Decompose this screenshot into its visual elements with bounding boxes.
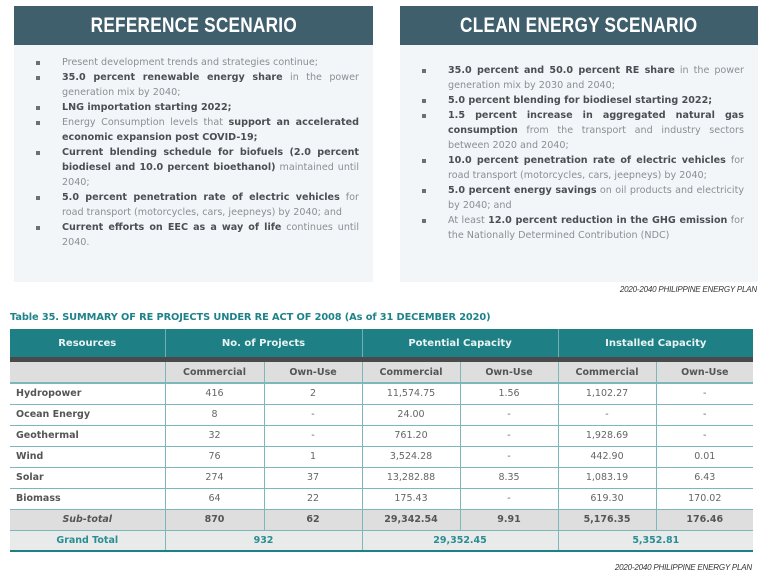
table-row [10, 404, 753, 425]
subheader-installed-own-use: Own-Use [656, 362, 753, 383]
header-no-of-projects: No. of Projects [165, 329, 362, 357]
square-bullet-icon [36, 76, 40, 80]
cell-projects-commercial: 32 [165, 425, 264, 446]
cell-potential-own-use: - [460, 425, 558, 446]
clean-energy-scenario-box [400, 6, 758, 282]
bullet-text: maintained until 2040; [62, 162, 360, 188]
square-bullet-icon [36, 151, 40, 155]
cell-resource: Hydropower [10, 383, 165, 404]
header-potential-capacity: Potential Capacity [362, 329, 558, 357]
bullet-item [422, 183, 744, 213]
bullet-bold-prefix: 35.0 percent and 50.0 percent RE share [448, 65, 675, 76]
re-projects-table [10, 329, 753, 552]
bullet-text: in the power generation mix by 2030 and 2040; [448, 65, 744, 91]
table-sub-header-row [10, 362, 753, 383]
grand-total-potential: 29,352.45 [362, 530, 558, 551]
square-bullet-icon [36, 226, 40, 230]
cell-potential-commercial: 175.43 [362, 488, 460, 509]
subtotal-installed-commercial: 5,176.35 [558, 509, 656, 530]
cell-installed-own-use: - [656, 383, 753, 404]
table-group-header-row [10, 329, 753, 357]
bullet-bold-prefix: Current efforts on EEC as a way of life [62, 222, 282, 233]
cell-installed-own-use: 0.01 [656, 446, 753, 467]
bullet-text: Present development trends and strategies continue; [62, 57, 318, 68]
subtotal-projects-own-use: 62 [264, 509, 362, 530]
reference-scenario-box [14, 6, 373, 282]
bullet-text: At least [448, 215, 489, 226]
cell-potential-own-use: - [460, 446, 558, 467]
cell-potential-commercial: 24.00 [362, 404, 460, 425]
cell-projects-commercial: 274 [165, 467, 264, 488]
cell-projects-own-use: 1 [264, 446, 362, 467]
bullet-item [422, 63, 744, 93]
cell-installed-commercial: - [558, 404, 656, 425]
square-bullet-icon [36, 106, 40, 110]
square-bullet-icon [422, 69, 426, 73]
cell-potential-commercial: 761.20 [362, 425, 460, 446]
cell-installed-own-use: - [656, 425, 753, 446]
bullet-text: for road transport (motorcycles, cars, jeepneys) by 2040; and [62, 192, 359, 218]
table-row [10, 446, 753, 467]
cell-installed-commercial: 1,102.27 [558, 383, 656, 404]
bullet-after: for the Nationally Determined Contribution (NDC) [448, 215, 744, 241]
bullet-bold-suffix: 12.0 percent reduction in the GHG emission [488, 215, 728, 226]
cell-resource: Geothermal [10, 425, 165, 446]
bullet-item [422, 93, 744, 108]
cell-installed-own-use: 6.43 [656, 467, 753, 488]
cell-projects-own-use: 22 [264, 488, 362, 509]
source-caption-top: 2020-2040 PHILIPPINE ENERGY PLAN [619, 285, 757, 294]
bullet-bold-prefix: 10.0 percent penetration rate of electric vehicles [448, 155, 726, 166]
source-caption-bottom: 2020-2040 PHILIPPINE ENERGY PLAN [614, 563, 752, 572]
bullet-item [422, 213, 744, 243]
bullet-item [422, 108, 744, 153]
subheader-projects-commercial: Commercial [165, 362, 264, 383]
cell-resource: Solar [10, 467, 165, 488]
cell-potential-own-use: - [460, 404, 558, 425]
bullet-text: Energy Consumption levels that [62, 117, 229, 128]
subtotal-installed-own-use: 176.46 [656, 509, 753, 530]
subheader-projects-own-use: Own-Use [264, 362, 362, 383]
reference-scenario-title: REFERENCE SCENARIO [14, 6, 373, 45]
cell-resource: Ocean Energy [10, 404, 165, 425]
bullet-item [36, 190, 359, 220]
cell-projects-commercial: 8 [165, 404, 264, 425]
bullet-item [36, 55, 359, 70]
square-bullet-icon [36, 196, 40, 200]
bullet-bold-prefix: Current blending schedule for biofuels (2.0 percent biodiesel and 10.0 percent bioethanol) [62, 147, 359, 173]
bullet-text: in the power generation mix by 2040; [62, 72, 359, 98]
bullet-item [422, 153, 744, 183]
cell-potential-own-use: 1.56 [460, 383, 558, 404]
bullet-item [36, 100, 359, 115]
table-row [10, 467, 753, 488]
square-bullet-icon [422, 189, 426, 193]
bullet-bold-prefix: 5.0 percent energy savings [448, 185, 597, 196]
bullet-text: for road transport (motorcycles, cars, jeepneys) by 2040; [448, 155, 745, 181]
square-bullet-icon [422, 159, 426, 163]
subheader-empty [10, 362, 165, 383]
bullet-text: on oil products and electricity by 2040; and [448, 185, 745, 211]
bullet-item [36, 145, 359, 190]
cell-potential-commercial: 13,282.88 [362, 467, 460, 488]
cell-projects-commercial: 64 [165, 488, 264, 509]
square-bullet-icon [36, 121, 40, 125]
header-resources: Resources [10, 329, 165, 357]
cell-projects-commercial: 416 [165, 383, 264, 404]
cell-installed-commercial: 619.30 [558, 488, 656, 509]
cell-projects-commercial: 76 [165, 446, 264, 467]
cell-resource: Biomass [10, 488, 165, 509]
subtotal-potential-commercial: 29,342.54 [362, 509, 460, 530]
square-bullet-icon [422, 114, 426, 118]
cell-projects-own-use: - [264, 404, 362, 425]
header-installed-capacity: Installed Capacity [558, 329, 753, 357]
grand-total-installed: 5,352.81 [558, 530, 753, 551]
bullet-bold-suffix: support an accelerated economic expansion post COVID-19; [62, 117, 359, 143]
subtotal-row [10, 509, 753, 530]
subtotal-projects-commercial: 870 [165, 509, 264, 530]
table-row [10, 488, 753, 509]
square-bullet-icon [422, 99, 426, 103]
clean-energy-scenario-list [400, 45, 758, 243]
grand-total-row [10, 530, 753, 551]
square-bullet-icon [422, 219, 426, 223]
subtotal-label: Sub-total [10, 509, 165, 530]
cell-projects-own-use: - [264, 425, 362, 446]
subheader-installed-commercial: Commercial [558, 362, 656, 383]
bullet-bold-prefix: 5.0 percent penetration rate of electric vehicles [62, 192, 340, 203]
table-title: Table 35. SUMMARY OF RE PROJECTS UNDER RE ACT OF 2008 (As of 31 DECEMBER 2020) [10, 312, 491, 323]
cell-installed-commercial: 1,083.19 [558, 467, 656, 488]
bullet-text: continues until 2040. [62, 222, 359, 248]
bullet-text: from the transport and industry sectors between 2020 and 2040; [448, 125, 744, 151]
bullet-bold-prefix: LNG importation starting 2022; [62, 102, 232, 113]
cell-installed-commercial: 1,928.69 [558, 425, 656, 446]
bullet-bold-prefix: 1.5 percent increase in aggregated natural gas consumption [448, 110, 744, 136]
bullet-item [36, 70, 359, 100]
cell-resource: Wind [10, 446, 165, 467]
reference-scenario-list [14, 45, 373, 250]
subtotal-potential-own-use: 9.91 [460, 509, 558, 530]
bullet-item [36, 115, 359, 145]
cell-installed-own-use: 170.02 [656, 488, 753, 509]
bullet-bold-prefix: 35.0 percent renewable energy share [62, 72, 283, 83]
square-bullet-icon [36, 61, 40, 65]
cell-potential-own-use: - [460, 488, 558, 509]
grand-total-projects: 932 [165, 530, 362, 551]
grand-total-label: Grand Total [10, 530, 165, 551]
cell-potential-commercial: 3,524.28 [362, 446, 460, 467]
cell-potential-own-use: 8.35 [460, 467, 558, 488]
cell-projects-own-use: 37 [264, 467, 362, 488]
cell-potential-commercial: 11,574.75 [362, 383, 460, 404]
subheader-potential-own-use: Own-Use [460, 362, 558, 383]
table-row [10, 425, 753, 446]
cell-installed-commercial: 442.90 [558, 446, 656, 467]
cell-projects-own-use: 2 [264, 383, 362, 404]
bullet-item [36, 220, 359, 250]
bullet-bold-prefix: 5.0 percent blending for biodiesel starting 2022; [448, 95, 713, 106]
subheader-potential-commercial: Commercial [362, 362, 460, 383]
table-row [10, 383, 753, 404]
clean-energy-scenario-title: CLEAN ENERGY SCENARIO [400, 6, 758, 45]
cell-installed-own-use: - [656, 404, 753, 425]
